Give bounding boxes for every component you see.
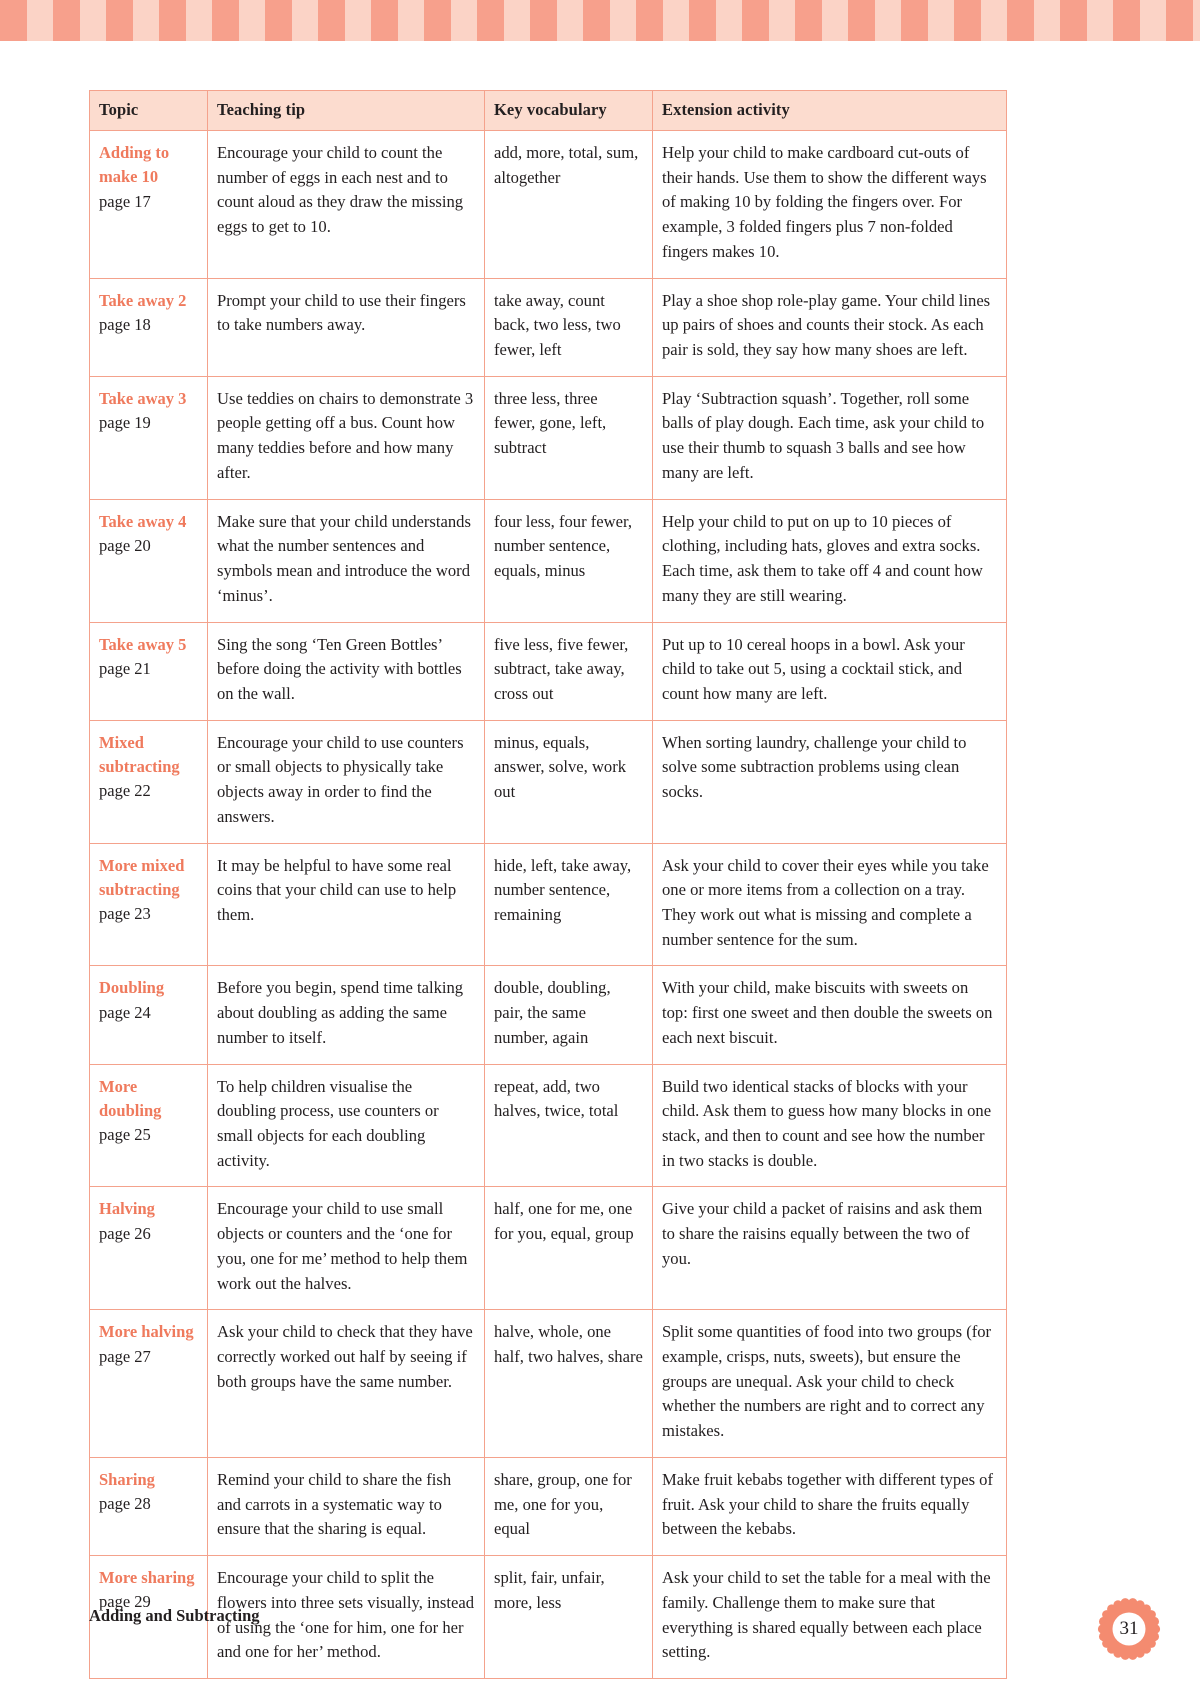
cell-teaching-tip: Ask your child to check that they have correctly worked out half by seeing if both groups have the same number.	[208, 1310, 485, 1458]
topic-name: More sharing	[99, 1568, 195, 1588]
table-row	[90, 720, 1007, 843]
topic-page-reference: page 29	[99, 1592, 151, 1612]
table-row	[90, 1187, 1007, 1310]
table-body	[90, 131, 1007, 1679]
topic-page-reference: page 19	[99, 413, 151, 432]
cell-extension-activity: Put up to 10 cereal hoops in a bowl. Ask your child to take out 5, using a cocktail stick, and count how many are left.	[653, 622, 1007, 720]
cell-teaching-tip: Before you begin, spend time talking about doubling as adding the same number to itself.	[208, 966, 485, 1064]
cell-topic	[90, 966, 208, 1064]
decorative-stripe-band	[0, 0, 1200, 41]
cell-extension-activity: Make fruit kebabs together with different types of fruit. Ask your child to share the fruits equally between the kebabs.	[653, 1457, 1007, 1555]
cell-extension-activity: Ask your child to set the table for a meal with the family. Challenge them to make sure that everything is shared equally between each place setting.	[653, 1556, 1007, 1679]
cell-extension-activity: With your child, make biscuits with sweets on top: first one sweet and then double the sweets on each next biscuit.	[653, 966, 1007, 1064]
cell-topic	[90, 1064, 208, 1187]
column-header-key-vocabulary: Key vocabulary	[485, 91, 653, 131]
cell-key-vocabulary: half, one for me, one for you, equal, group	[485, 1187, 653, 1310]
cell-teaching-tip: It may be helpful to have some real coins that your child can use to help them.	[208, 843, 485, 966]
topic-page-reference: page 20	[99, 535, 151, 555]
table-row	[90, 622, 1007, 720]
cell-topic	[90, 376, 208, 499]
cell-topic	[90, 278, 208, 376]
footer-section-title: Adding and Subtracting	[89, 1606, 260, 1625]
table-row	[90, 499, 1007, 622]
cell-teaching-tip: Remind your child to share the fish and carrots in a systematic way to ensure that the sharing is equal.	[208, 1457, 485, 1555]
cell-key-vocabulary: share, group, one for me, one for you, equal	[485, 1457, 653, 1555]
table-row	[90, 278, 1007, 376]
cell-teaching-tip: Make sure that your child understands what the number sentences and symbols mean and introduce the word ‘minus’.	[208, 499, 485, 622]
topic-page-reference: page 24	[99, 1002, 151, 1022]
cell-extension-activity: Play ‘Subtraction squash’. Together, roll some balls of play dough. Each time, ask your child to use their thumb to squash 3 balls and see how many are left.	[653, 376, 1007, 499]
cell-teaching-tip: Use teddies on chairs to demonstrate 3 people getting off a bus. Count how many teddies before and how many after.	[208, 376, 485, 499]
cell-teaching-tip: Sing the song ‘Ten Green Bottles’ before doing the activity with bottles on the wall.	[208, 622, 485, 720]
topic-page-reference: page 22	[99, 781, 151, 801]
cell-extension-activity: Split some quantities of food into two groups (for example, crisps, nuts, sweets), but ensure the groups are unequal. Ask your child to check whether the numbers are right and to correct any mistakes.	[653, 1310, 1007, 1458]
topic-name: Take away 2	[99, 290, 187, 310]
cell-topic	[90, 622, 208, 720]
topic-page-reference: page 25	[99, 1125, 151, 1145]
topic-page-reference: page 17	[99, 191, 151, 211]
cell-key-vocabulary: hide, left, take away, number sentence, remaining	[485, 843, 653, 966]
page-number-badge	[1093, 1593, 1165, 1665]
cell-topic	[90, 1187, 208, 1310]
cell-key-vocabulary: five less, five fewer, subtract, take away, cross out	[485, 622, 653, 720]
topic-name: More doubling	[99, 1076, 162, 1120]
topic-name: Mixed subtracting	[99, 732, 180, 776]
table-row	[90, 1457, 1007, 1555]
topic-page-reference: page 28	[99, 1494, 151, 1514]
topic-name: More mixed subtracting	[99, 855, 185, 899]
cell-teaching-tip: To help children visualise the doubling process, use counters or small objects for each doubling activity.	[208, 1064, 485, 1187]
table-header-row	[90, 91, 1007, 131]
cell-topic	[90, 1457, 208, 1555]
cell-extension-activity: When sorting laundry, challenge your child to solve some subtraction problems using clean socks.	[653, 720, 1007, 843]
cell-key-vocabulary: minus, equals, answer, solve, work out	[485, 720, 653, 843]
cell-teaching-tip: Encourage your child to use counters or small objects to physically take objects away in order to find the answers.	[208, 720, 485, 843]
table-header	[90, 91, 1007, 131]
cell-topic	[90, 499, 208, 622]
cell-extension-activity: Build two identical stacks of blocks with your child. Ask them to guess how many blocks in one stack, and then to count and see how the number in two stacks is double.	[653, 1064, 1007, 1187]
cell-extension-activity: Give your child a packet of raisins and ask them to share the raisins equally between the two of you.	[653, 1187, 1007, 1310]
table-row	[90, 966, 1007, 1064]
cell-topic	[90, 843, 208, 966]
cell-key-vocabulary: add, more, total, sum, altogether	[485, 131, 653, 279]
cell-teaching-tip: Encourage your child to use small objects or counters and the ‘one for you, one for me’ method to help them work out the halves.	[208, 1187, 485, 1310]
cell-extension-activity: Play a shoe shop role-play game. Your child lines up pairs of shoes and counts their stock. As each pair is sold, they say how many shoes are left.	[653, 278, 1007, 376]
cell-teaching-tip: Encourage your child to split the flowers into three sets visually, instead of using the ‘one for him, one for her and one for her’ method.	[208, 1556, 485, 1679]
teaching-tips-table	[89, 90, 1007, 1679]
cell-topic	[90, 1310, 208, 1458]
cell-extension-activity: Help your child to put on up to 10 pieces of clothing, including hats, gloves and extra socks. Each time, ask them to take off 4 and count how many they are still wearing.	[653, 499, 1007, 622]
topic-name: Halving	[99, 1199, 155, 1219]
topic-page-reference: page 27	[99, 1346, 151, 1366]
table-row	[90, 131, 1007, 279]
topic-page-reference: page 23	[99, 904, 151, 924]
cell-extension-activity: Help your child to make cardboard cut-outs of their hands. Use them to show the different ways of making 10 by folding the fingers over. For example, 3 folded fingers plus 7 non-folded fingers makes 10.	[653, 131, 1007, 279]
topic-name: More halving	[99, 1322, 194, 1342]
topic-name: Take away 5	[99, 634, 187, 654]
column-header-teaching-tip: Teaching tip	[208, 91, 485, 131]
cell-key-vocabulary: three less, three fewer, gone, left, subtract	[485, 376, 653, 499]
topic-name: Adding to make 10	[99, 143, 170, 187]
cell-topic	[90, 720, 208, 843]
table-row	[90, 843, 1007, 966]
cell-key-vocabulary: repeat, add, two halves, twice, total	[485, 1064, 653, 1187]
cell-key-vocabulary: halve, whole, one half, two halves, share	[485, 1310, 653, 1458]
topic-page-reference: page 21	[99, 658, 151, 678]
topic-name: Doubling	[99, 978, 165, 998]
cell-extension-activity: Ask your child to cover their eyes while you take one or more items from a collection on a tray. They work out what is missing and complete a number sentence for the sum.	[653, 843, 1007, 966]
topic-page-reference: page 18	[99, 314, 151, 334]
page-number-label: 31	[1119, 1618, 1139, 1639]
cell-teaching-tip: Prompt your child to use their fingers to take numbers away.	[208, 278, 485, 376]
column-header-extension-activity: Extension activity	[653, 91, 1007, 131]
cell-key-vocabulary: four less, four fewer, number sentence, equals, minus	[485, 499, 653, 622]
cell-key-vocabulary: split, fair, unfair, more, less	[485, 1556, 653, 1679]
teaching-tips-table-container	[89, 90, 1006, 1679]
topic-name: Take away 4	[99, 511, 187, 531]
topic-name: Take away 3	[99, 388, 187, 408]
cell-topic	[90, 131, 208, 279]
cell-key-vocabulary: take away, count back, two less, two fewer, left	[485, 278, 653, 376]
topic-page-reference: page 26	[99, 1223, 151, 1243]
table-row	[90, 1064, 1007, 1187]
cell-key-vocabulary: double, doubling, pair, the same number, again	[485, 966, 653, 1064]
topic-name: Sharing	[99, 1469, 155, 1489]
column-header-topic: Topic	[90, 91, 208, 131]
cell-teaching-tip: Encourage your child to count the number of eggs in each nest and to count aloud as they draw the missing eggs to get to 10.	[208, 131, 485, 279]
table-row	[90, 376, 1007, 499]
table-row	[90, 1310, 1007, 1458]
